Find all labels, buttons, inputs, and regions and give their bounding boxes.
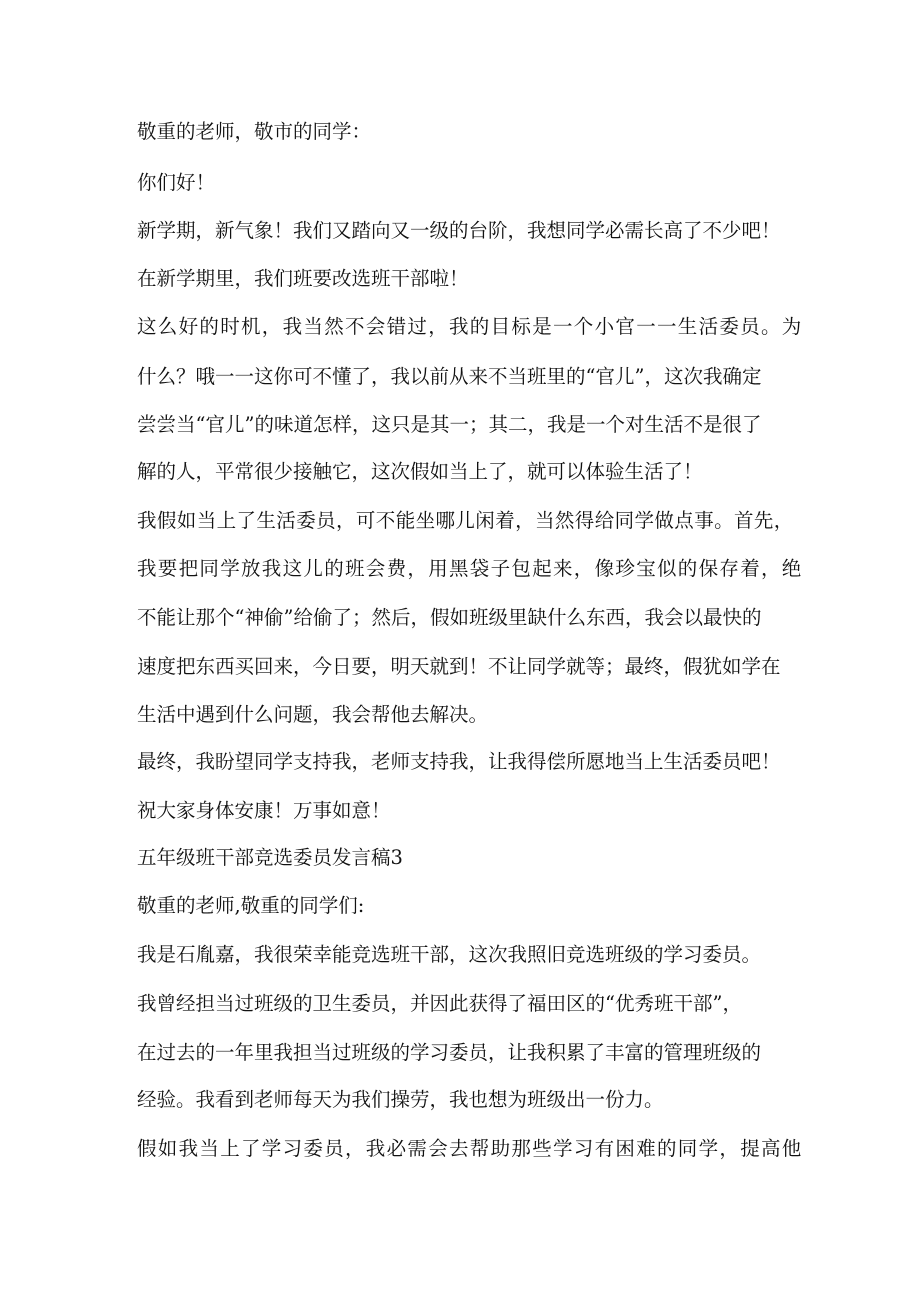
paragraph-line: 新学期，新气象！我们又踏向又一级的台阶，我想同学必需长高了不少吧！ bbox=[137, 219, 781, 242]
paragraph-line: 速度把东西买回来，今日要，明天就到！不让同学就等；最终，假犹如学在 bbox=[137, 655, 781, 678]
paragraph-line: 解的人，平常很少接触它，这次假如当上了，就可以体验生活了！ bbox=[137, 460, 703, 483]
paragraph-line: 这么好的时机，我当然不会错过，我的目标是一个小官一一生活委员。为 bbox=[137, 315, 803, 338]
salutation-line: 敬重的老师,敬重的同学们: bbox=[137, 894, 365, 917]
paragraph-line: 生活中遇到什么问题，我会帮他去解决。 bbox=[137, 703, 489, 726]
paragraph-line: 经验。我看到老师每天为我们操劳，我也想为班级出一份力。 bbox=[137, 1088, 664, 1111]
paragraph-line: 不能让那个“神偷”给偷了；然后，假如班级里缺什么东西，我会以最快的 bbox=[137, 606, 762, 629]
greeting-line: 你们好！ bbox=[137, 171, 216, 194]
paragraph-line: 最终，我盼望同学支持我，老师支持我，让我得偿所愿地当上生活委员吧！ bbox=[137, 750, 781, 773]
paragraph-line: 在新学期里，我们班要改选班干部啦！ bbox=[137, 267, 469, 290]
paragraph-line: 我要把同学放我这儿的班会费，用黑袋子包起来，像珍宝似的保存着，绝 bbox=[137, 557, 803, 580]
section-heading: 五年级班干部竞选委员发言稿3 bbox=[137, 846, 403, 869]
paragraph-line: 尝尝当“官儿”的味道怎样，这只是其一；其二，我是一个对生活不是很了 bbox=[137, 413, 762, 436]
salutation-line: 敬重的老师，敬市的同学： bbox=[137, 120, 372, 143]
paragraph-line: 在过去的一年里我担当过班级的学习委员，让我积累了丰富的管理班级的 bbox=[137, 1041, 762, 1064]
paragraph-line: 我假如当上了生活委员，可不能坐哪儿闲着，当然得给同学做点事。首先， bbox=[137, 509, 794, 532]
paragraph-line: 祝大家身体安康！万事如意！ bbox=[137, 799, 391, 822]
paragraph-line: 假如我当上了学习委员，我必需会去帮助那些学习有困难的同学，提高他 bbox=[137, 1137, 803, 1160]
paragraph-line: 什么？哦一一这你可不懂了，我以前从来不当班里的“官儿”，这次我确定 bbox=[137, 365, 762, 388]
paragraph-line: 我是石胤嘉，我很荣幸能竞选班干部，这次我照旧竞选班级的学习委员。 bbox=[137, 943, 762, 966]
paragraph-line: 我曾经担当过班级的卫生委员，并因此获得了福田区的“优秀班干部”， bbox=[137, 992, 742, 1015]
